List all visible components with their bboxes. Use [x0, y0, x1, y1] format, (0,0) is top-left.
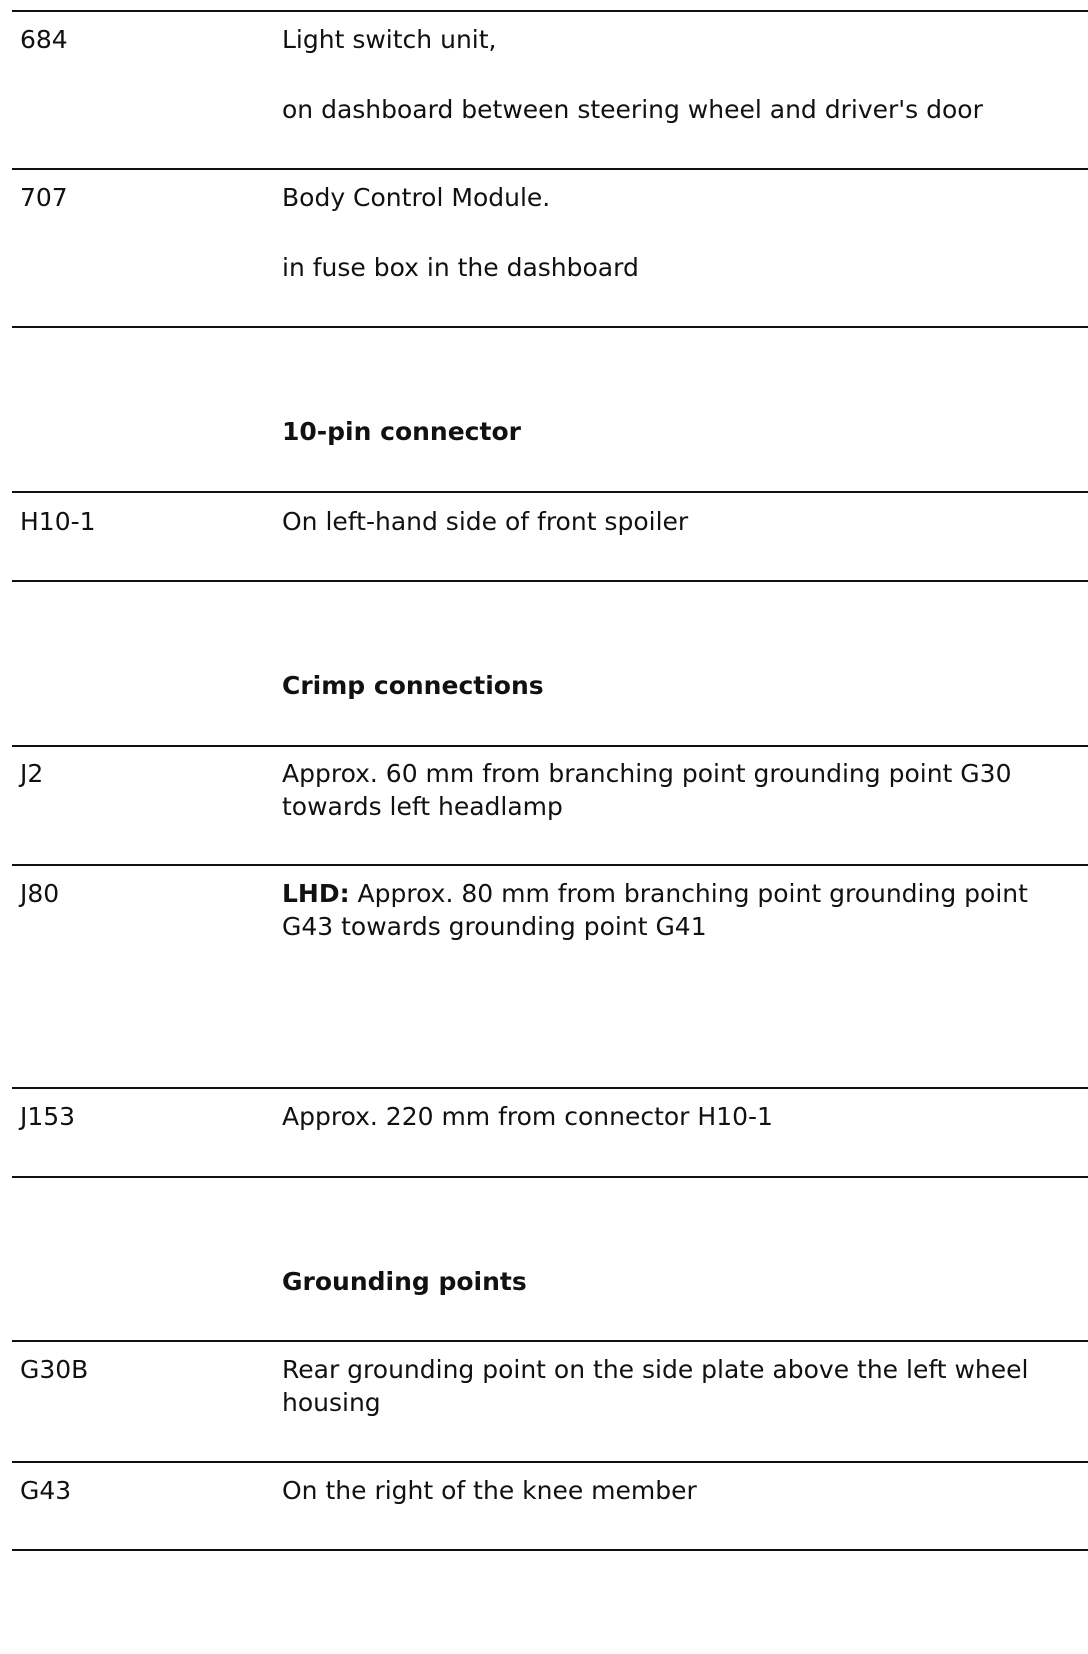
divider: [12, 1461, 1088, 1463]
divider: [12, 1176, 1088, 1178]
component-description: [282, 23, 1072, 126]
component-description: Rear grounding point on the side plate above the left wheel housing: [282, 1355, 1029, 1417]
divider: [12, 491, 1088, 493]
divider: [12, 1087, 1088, 1089]
section-heading: 10-pin connector: [282, 417, 521, 446]
section-heading: Grounding points: [282, 1267, 527, 1296]
divider: [12, 10, 1088, 12]
component-description: On left-hand side of front spoiler: [282, 507, 689, 536]
divider: [12, 864, 1088, 866]
component-code: J80: [20, 879, 60, 908]
component-code: G30B: [20, 1355, 89, 1384]
divider: [12, 1340, 1088, 1342]
component-description: [282, 181, 1072, 284]
component-description: Approx. 60 mm from branching point grounding point G30 towards left headlamp: [282, 759, 1012, 821]
section-heading: Crimp connections: [282, 671, 544, 700]
component-code: H10-1: [20, 507, 96, 536]
component-code: J2: [20, 759, 44, 788]
component-description: [282, 877, 1072, 943]
component-description: Approx. 220 mm from connector H10-1: [282, 1102, 773, 1131]
description-line: Light switch unit,: [282, 25, 497, 54]
component-code: G43: [20, 1476, 72, 1505]
component-code: J153: [20, 1102, 76, 1131]
component-code: 684: [20, 25, 68, 54]
region-label: LHD:: [282, 879, 350, 908]
divider: [12, 580, 1088, 582]
divider: [12, 1549, 1088, 1551]
description-text: Approx. 80 mm from branching point grounding point G43 towards grounding point G41: [282, 879, 1028, 941]
divider: [12, 326, 1088, 328]
component-description: On the right of the knee member: [282, 1476, 697, 1505]
description-line: Body Control Module.: [282, 183, 551, 212]
description-line: on dashboard between steering wheel and driver's door: [282, 95, 983, 124]
description-line: in fuse box in the dashboard: [282, 253, 639, 282]
component-code: 707: [20, 183, 68, 212]
divider: [12, 168, 1088, 170]
divider: [12, 745, 1088, 747]
